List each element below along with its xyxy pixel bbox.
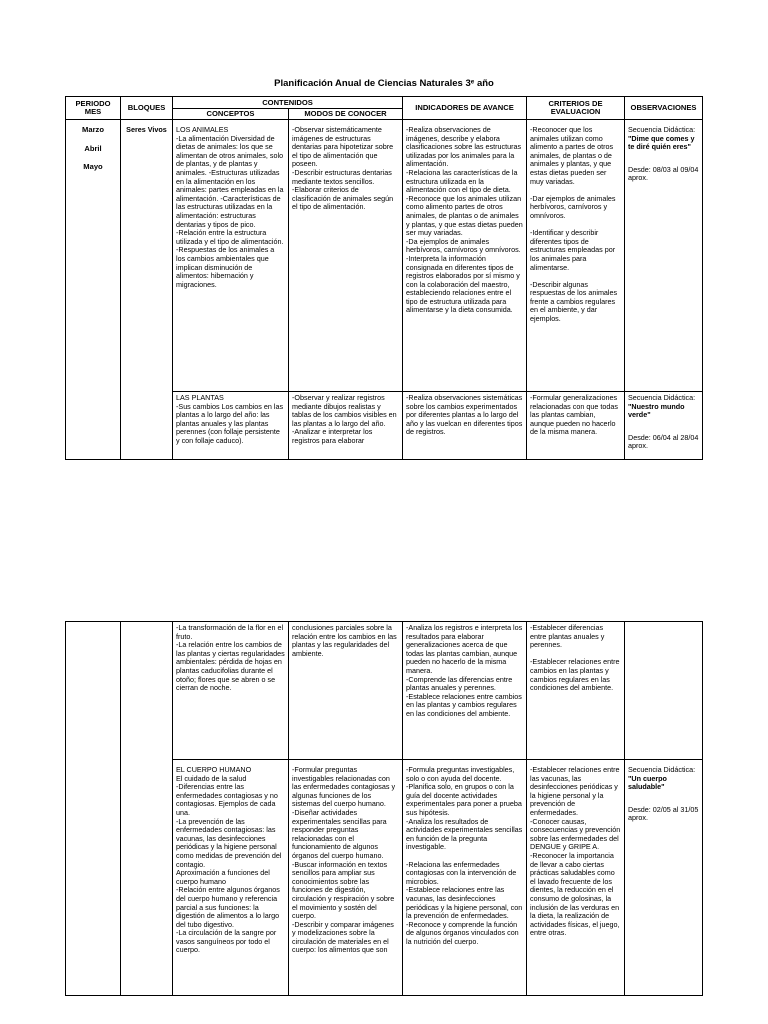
header-indicadores: INDICADORES DE AVANCE [403,97,527,120]
cuerpo-conceptos: EL CUERPO HUMANO El cuidado de la salud -Diferencias entre las enfermedades contagiosas y no contagiosas. Ejemplos de cada una. -La prevención de las enfermedades contagiosas: las vacunas, las desinfecciones periódicas y la higiene personal como medidas de prevención del contagio. Aproximación a funciones del cuerpo humano -Relación entre algunos órganos del cuerpo humano y referencia parcial a sus funciones: la digestión de alimentos a lo largo del tubo digestivo. -La circulación de la sangre por vasos sanguíneos por todo el cuerpo. [173,760,289,996]
sequence-dates: Desde: 08/03 al 09/04 aprox. [628,164,699,183]
bloque-cell [121,120,173,460]
sequence-title: "Un cuerpo saludable" [628,773,667,792]
cuerpo-observaciones [625,760,703,996]
plantas-cont-conceptos: -La transformación de la flor en el fruto. -La relación entre los cambios de las plantas y ciertas regularidades ambientales: pérdida de hojas en plantas caducifolias durante el otoño; flores que se abren o se cierran de noche. [173,622,289,760]
plantas-observaciones [625,392,703,460]
plantas-indicadores: -Realiza observaciones sistemáticas sobre los cambios experimentados por diferentes plantas a lo largo del año y las vuelcan en diferentes tipos de registros. [403,392,527,460]
month-label: Mayo [83,162,103,172]
months-cell [66,120,121,460]
sequence-label: Secuencia Didáctica: [628,393,696,402]
sequence-label: Secuencia Didáctica: [628,765,696,774]
sequence-dates: Desde: 02/05 al 31/05 aprox. [628,804,699,823]
header-modos: MODOS DE CONOCER [289,109,403,120]
plantas-criterios: -Formular generalizaciones relacionadas con que todas las plantas cambian, aunque pueden no hacerlo de la misma manera. [527,392,625,460]
month-label: Marzo [82,125,104,134]
plantas-cont-indicadores: -Analiza los registros e interpreta los resultados para elaborar generalizaciones acerca de que todas las plantas cambian, aunque pueden no hacerlo de la misma manera. -Comprende las diferencias entre plantas anuales y perennes. -Establece relaciones entre cambios en las plantas y cambios regulares en las condiciones del ambiente. [403,622,527,760]
plantas-conceptos: LAS PLANTAS -Sus cambios Los cambios en las plantas a lo largo del año: las plantas anuales y las plantas perennes (con follaje persistente y con follaje caduco). [173,392,289,460]
bloque-cell-empty [121,622,173,996]
header-periodo: PERIODO MES [66,97,121,120]
header-conceptos: CONCEPTOS [173,109,289,120]
cuerpo-indicadores: -Formula preguntas investigables, solo o con ayuda del docente. -Planifica solo, en grupos o con la guía del docente actividades experimentales para poner a prueba sus hipótesis. -Analiza los resultados de actividades experimentales sencillas en función de la pregunta investigable. -Relaciona las enfermedades contagiosas con la intervención de microbios. -Establece relaciones entre las vacunas, las desinfecciones periódicas y la higiene personal, con la prevención de enfermedades. -Reconoce y comprende la función de algunos órganos vinculados con la nutrición del cuerpo. [403,760,527,996]
bloque-label: Seres Vivos [126,125,167,134]
sequence-dates: Desde: 06/04 al 28/04 aprox. [628,432,699,451]
header-bloques: BLOQUES [121,97,173,120]
page-title: Planificación Anual de Ciencias Naturales 3ᵉ año [274,78,494,89]
sequence-label: Secuencia Didáctica: [628,125,696,134]
plantas-cont-modos: conclusiones parciales sobre la relación entre los cambios en las plantas y las regularidades del ambiente. [289,622,403,760]
sequence-title: "Dime que comes y te diré quién eres" [628,133,695,152]
animales-indicadores: -Realiza observaciones de imágenes, describe y elabora clasificaciones sobre las estructuras utilizadas por los animales para la alimentación. -Relaciona las características de la estructura utilizada en la alimentación con el tipo de dieta. -Reconoce que los animales utilizan como alimento partes de otros animales, de plantas o de animales y plantas, y que estas dietas pueden ser muy variadas. -Da ejemplos de animales herbívoros, carnívoros y omnívoros. -Interpreta la información consignada en diferentes tipos de registros elaborados por sí mismo y con la colaboración del maestro, estableciendo relaciones entre el tipo de estructura utilizada para alimentarse y la dieta consumida. [403,120,527,392]
planning-table-page-2 [65,621,703,996]
plantas-cont-criterios: -Establecer diferencias entre plantas anuales y perennes. -Establecer relaciones entre cambios en las plantas y cambios regulares en las condiciones del ambiente. [527,622,625,760]
animales-modos: -Observar sistemáticamente imágenes de estructuras dentarias para hipotetizar sobre el tipo de alimentación que poseen. -Describir estructuras dentarias mediante textos sencillos. -Elaborar criterios de clasificación de animales según el tipo de alimentación. [289,120,403,392]
header-criterios: CRITERIOS DE EVALUACION [527,97,625,120]
plantas-cont-observaciones [625,622,703,760]
animales-conceptos: LOS ANIMALES -La alimentación Diversidad de dietas de animales: los que se alimentan de otros animales, solo de plantas, y de plantas y animales. -Estructuras utilizadas en la alimentación en los animales: partes empleadas en la alimentación. -Características de las estructuras utilizadas en la alimentación: estructuras dentarias y tipos de pico. -Relación entre la estructura utilizada y el tipo de alimentación. -Respuestas de los animales a los cambios ambientales que implican disminución de alimentos: hibernación y migraciones. [173,120,289,392]
cuerpo-criterios: -Establecer relaciones entre las vacunas, las desinfecciones periódicas y la higiene personal y la prevención de enfermedades. -Conocer causas, consecuencias y prevención sobre las enfermedades del DENGUE y GRIPE A. -Reconocer la importancia de llevar a cabo ciertas prácticas saludables como el lavado frecuente de los dientes, la reducción en el consumo de golosinas, la inclusión de las verduras en la dieta, la realización de actividades físicas, el juego, entre otras. [527,760,625,996]
animales-criterios: -Reconocer que los animales utilizan como alimento a partes de otros animales, de plantas o de animales y plantas, y que estas dietas pueden ser muy variadas. -Dar ejemplos de animales herbívoros, carnívoros y omnívoros. -Identificar y describir diferentes tipos de estructuras empleadas por los animales para alimentarse. -Describir algunas respuestas de los animales frente a cambios regulares en el ambiente, y dar ejemplos. [527,120,625,392]
months-cell-empty [66,622,121,996]
animales-observaciones [625,120,703,392]
header-observaciones: OBSERVACIONES [625,97,703,120]
month-label: Abril [84,143,102,153]
sequence-title: "Nuestro mundo verde" [628,401,685,420]
header-contenidos: CONTENIDOS [173,97,403,109]
cuerpo-modos: -Formular preguntas investigables relacionadas con las enfermedades contagiosas y algunas funciones de los sistemas del cuerpo humano. -Diseñar actividades experimentales sencillas para responder preguntas relacionadas con el funcionamiento de algunos órganos del cuerpo humano. -Buscar información en textos sencillos para ampliar sus conocimientos sobre las funciones de digestión, circulación y respiración y sobre el movimiento y sostén del cuerpo. -Describir y comparar imágenes y modelizaciones sobre la circulación de materiales en el cuerpo: los alimentos que son [289,760,403,996]
planning-table-page-1 [65,96,703,460]
plantas-modos: -Observar y realizar registros mediante dibujos realistas y tablas de los cambios visibles en las plantas a lo largo del año. -Analizar e interpretar los registros para elaborar [289,392,403,460]
